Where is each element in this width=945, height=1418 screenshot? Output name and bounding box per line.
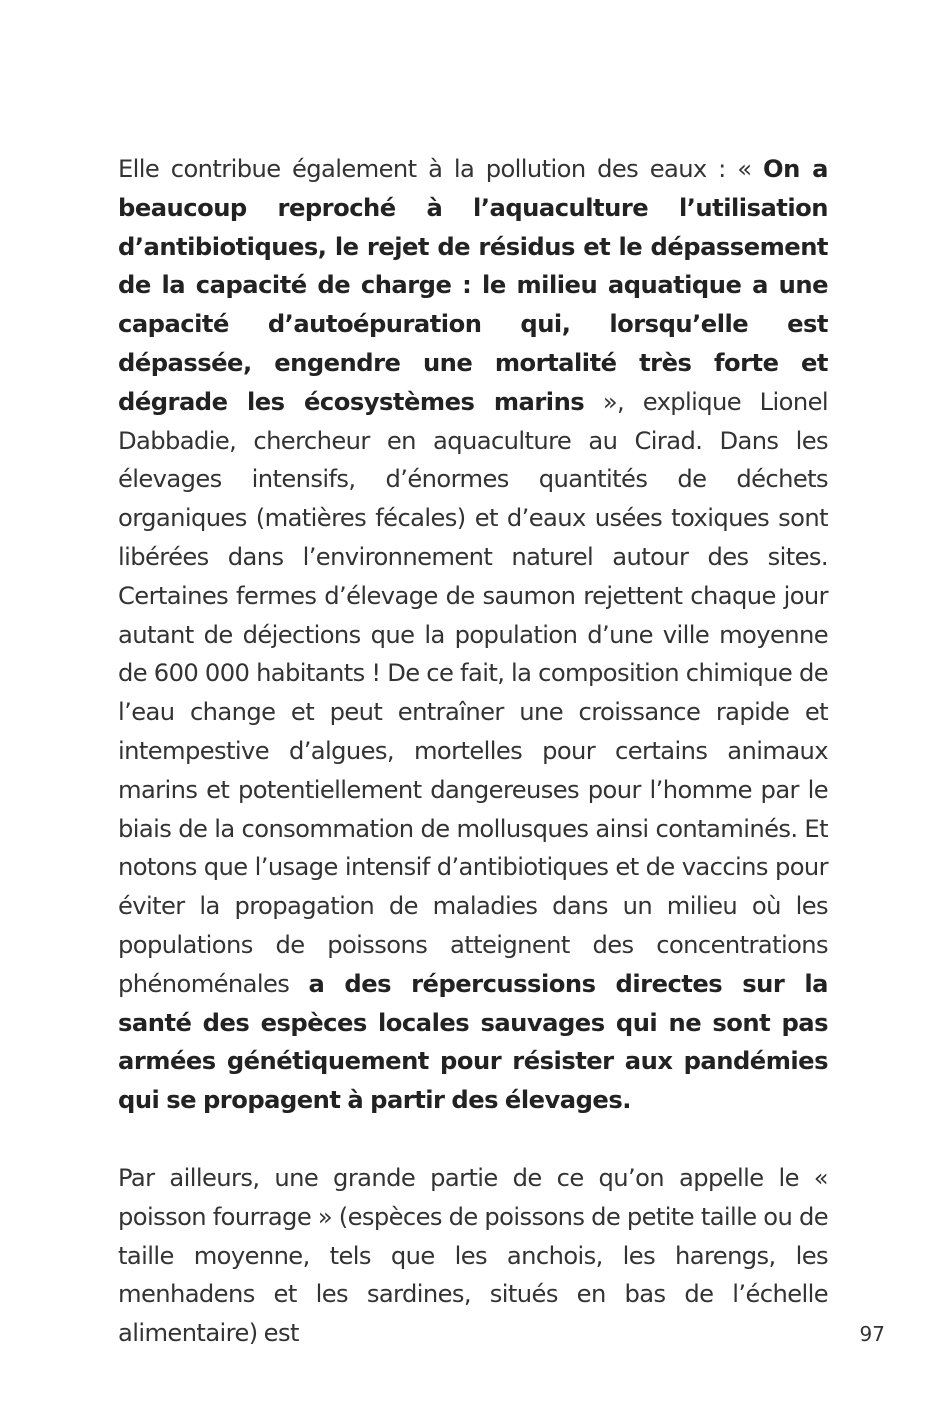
paragraph-1-emphasis: a des répercussions directes sur la santé des espèces locales sauvages qui ne sont pas armées génétiquement pour résister aux pandémies qui se propagent à partir des élevages. [118,969,828,1115]
paragraph-spacer [118,1120,828,1159]
quote-lionel-dabbadie: On a beaucoup reproché à l’aquaculture l’utilisation d’antibiotiques, le rejet de résidus et le dépassement de la capacité de charge : le milieu aquatique a une capacité d’autoépuration qui, lorsqu’elle est dépassée, engendre une mortalité très forte et dégrade les écosystèmes marins [118,155,828,416]
page-number: 97 [859,1322,885,1346]
paragraph-1-lead: Elle contribue également à la pollution des eaux : « [118,155,764,183]
paragraph-1 [118,150,828,1120]
page-body [118,150,828,1353]
paragraph-1-body: », explique Lionel Dabbadie, chercheur en aquaculture au Cirad. Dans les élevages intensifs, d’énormes quantités de déchets organiques (matières fécales) et d’eaux usées toxiques sont libérées dans l’environnement naturel autour des sites. Certaines fermes d’élevage de saumon rejettent chaque jour autant de déjections que la population d’une ville moyenne de 600 000 habitants ! De ce fait, la composition chimique de l’eau change et peut entraîner une croissance rapide et intempestive d’algues, mortelles pour certains animaux marins et potentiellement dangereuses pour l’homme par le biais de la consommation de mollusques ainsi contaminés. Et notons que l’usage intensif d’antibiotiques et de vaccins pour éviter la propagation de maladies dans un milieu où les populations de poissons atteignent des concentrations phénoménales [118,387,828,998]
paragraph-2: Par ailleurs, une grande partie de ce qu’on appelle le « poisson fourrage » (espèces de poissons de petite taille ou de taille moyenne, tels que les anchois, les harengs, les menhadens et les sardines, situés en bas de l’échelle alimentaire) est [118,1163,828,1348]
